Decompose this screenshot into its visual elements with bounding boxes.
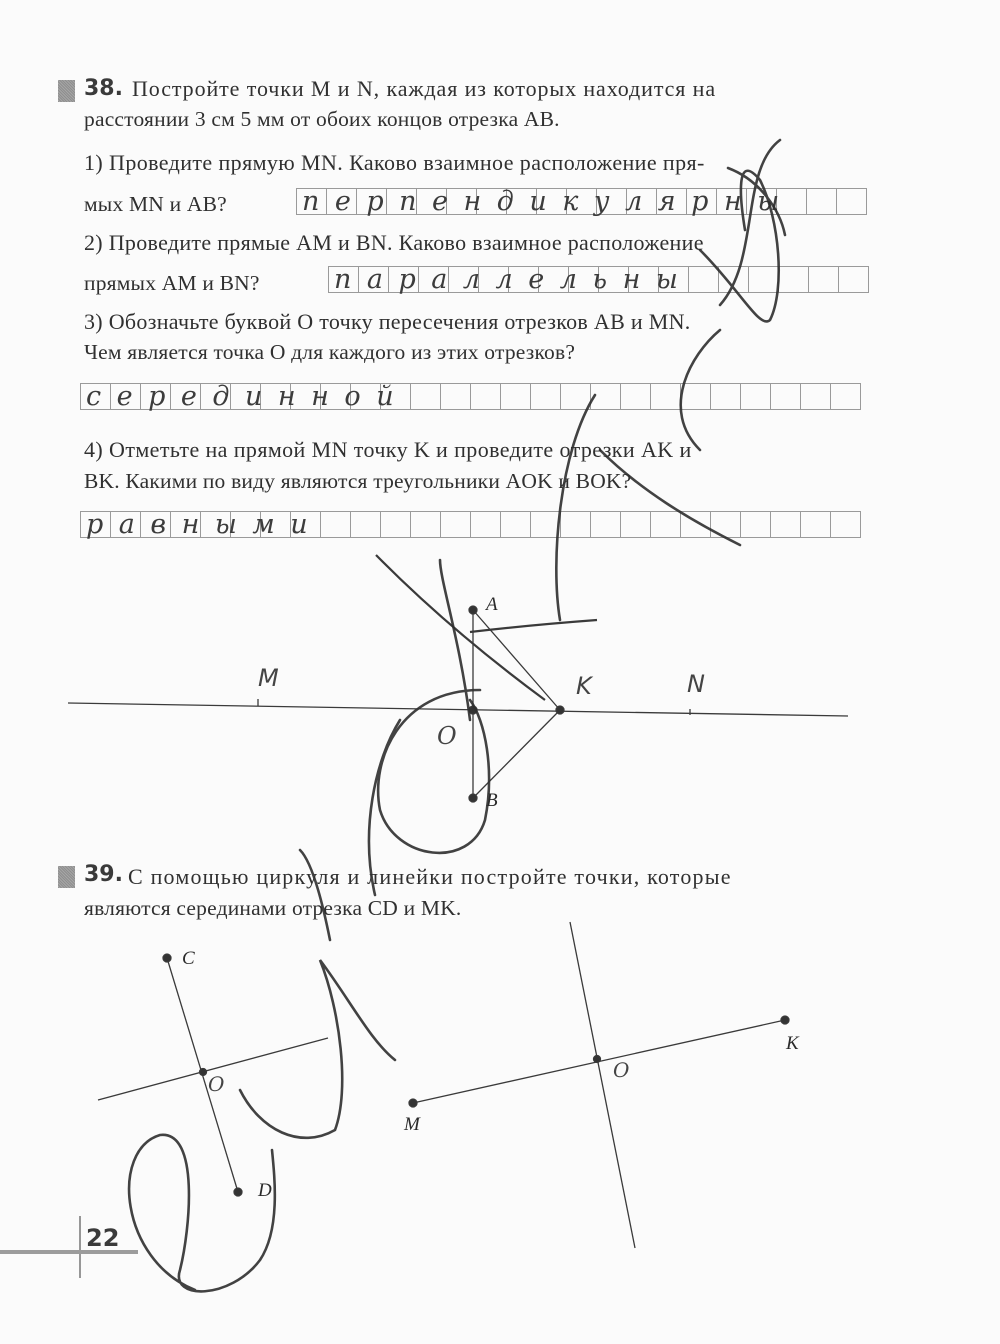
point-b bbox=[469, 794, 477, 802]
label-o-cd: O bbox=[208, 1072, 225, 1096]
q1-answer-text[interactable]: перпендикулярны bbox=[302, 186, 795, 217]
figure-38 bbox=[68, 555, 848, 802]
line-mn bbox=[68, 703, 848, 716]
exercise-38-number: 38. bbox=[84, 76, 123, 101]
label-d: D bbox=[258, 1180, 272, 1201]
label-k2: K bbox=[786, 1033, 799, 1054]
figure-39 bbox=[98, 922, 789, 1248]
label-a: A bbox=[486, 594, 498, 615]
arc-stroke-2 bbox=[470, 620, 597, 632]
label-n: N bbox=[687, 670, 705, 698]
exercise-38-intro-line2: расстоянии 3 см 5 мм от обоих концов отрезка AB. bbox=[84, 107, 560, 131]
point-o-cd bbox=[200, 1069, 207, 1076]
q4-line1: 4) Отметьте на прямой MN точку K и проведите отрезки AK и bbox=[84, 437, 692, 462]
q3-line1: 3) Обозначьте буквой O точку пересечения отрезков AB и MN. bbox=[84, 309, 691, 334]
exercise-39-line1: С помощью циркуля и линейки постройте точки, которые bbox=[128, 864, 732, 889]
label-o: O bbox=[437, 722, 457, 750]
exercise-39-line2: являются серединами отрезка CD и MK. bbox=[84, 896, 462, 920]
exercise-38-intro-line1: Постройте точки M и N, каждая из которых находится на bbox=[132, 76, 717, 101]
q2-line1: 2) Проведите прямые AM и BN. Каково взаимное расположение bbox=[84, 230, 704, 255]
q4-answer-text[interactable]: равными bbox=[86, 509, 324, 540]
point-d bbox=[234, 1188, 242, 1196]
q4-line2: BK. Какими по виду являются треугольники AOK и BOK? bbox=[84, 469, 632, 493]
label-b: B bbox=[486, 790, 498, 811]
exercise-39-number: 39. bbox=[84, 862, 123, 887]
label-c: C bbox=[182, 948, 195, 969]
q2-answer-text[interactable]: параллельны bbox=[334, 264, 694, 295]
segment-bk bbox=[473, 710, 560, 798]
page-number: 22 bbox=[86, 1224, 120, 1252]
point-a bbox=[469, 606, 477, 614]
point-o-mk bbox=[594, 1056, 601, 1063]
q3-answer-text[interactable]: серединной bbox=[86, 381, 410, 412]
point-c bbox=[163, 954, 171, 962]
point-k bbox=[556, 706, 564, 714]
label-m: M bbox=[258, 664, 279, 692]
q3-line2: Чем является точка O для каждого из этих отрезков? bbox=[84, 340, 576, 364]
scribble-overlay bbox=[129, 140, 785, 1291]
label-o-mk: O bbox=[613, 1058, 630, 1082]
label-k: K bbox=[576, 672, 592, 700]
point-m bbox=[409, 1099, 417, 1107]
perp-bisector-mk bbox=[570, 922, 635, 1248]
label-m2: M bbox=[404, 1114, 420, 1135]
q2-line2: прямых AM и BN? bbox=[84, 271, 260, 295]
point-k2 bbox=[781, 1016, 789, 1024]
q1-line1: 1) Проведите прямую MN. Каково взаимное расположение пря- bbox=[84, 150, 705, 175]
q1-line2: мых MN и AB? bbox=[84, 192, 227, 216]
